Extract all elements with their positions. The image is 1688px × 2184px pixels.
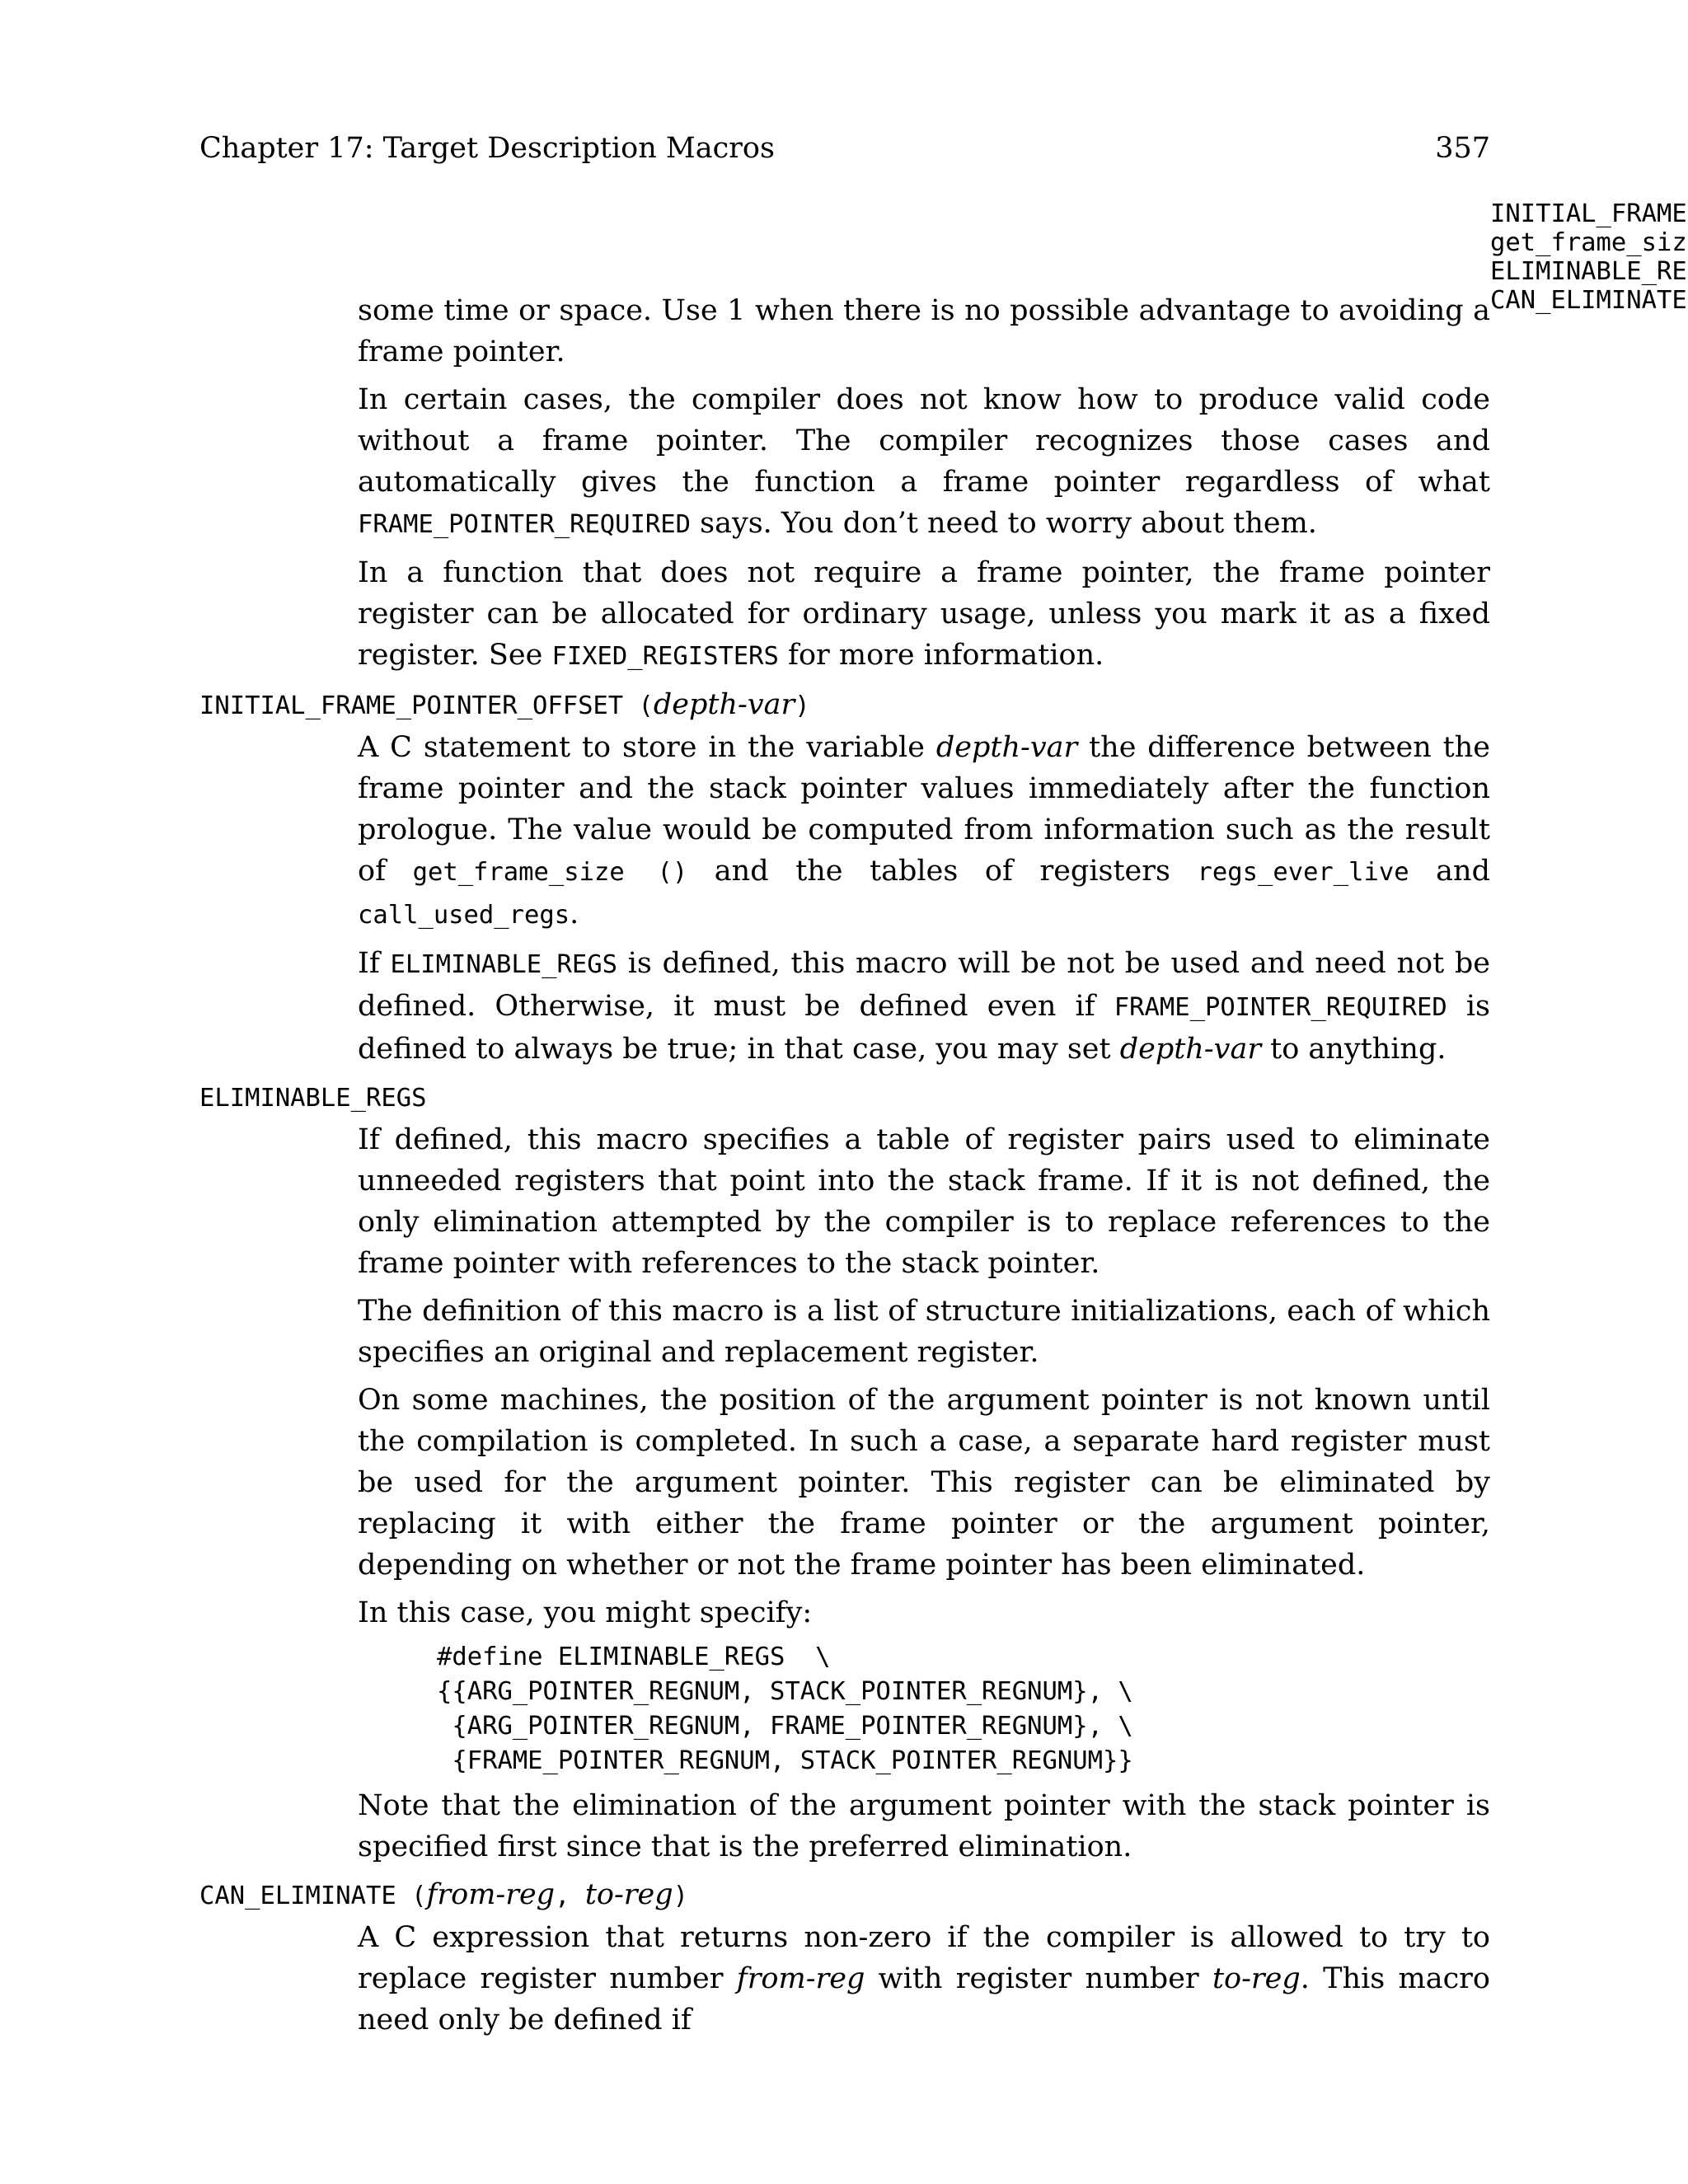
page-number: 357 xyxy=(1435,132,1490,165)
macro-arg: depth-var xyxy=(653,688,795,721)
macro-description xyxy=(199,727,1490,1070)
code-inline: FRAME_POINTER_REQUIRED xyxy=(1114,993,1447,1022)
code-inline: call_used_regs xyxy=(358,901,570,930)
paragraph: In certain cases, the compiler does not know how to produce valid code without a frame pointer. The compiler recognizes those cases and automatically gives the function a frame pointer regardless of what FRAME_POINTER_REQUIRED says. You don’t need to worry about them. xyxy=(358,383,1490,540)
chapter-title: Chapter 17: Target Description Macros xyxy=(199,132,775,165)
margin-note: get_frame_siz xyxy=(1490,228,1687,257)
page-content xyxy=(199,290,1490,2047)
macro-arg: from-reg xyxy=(426,1878,556,1911)
paragraph: If ELIMINABLE_REGS is defined, this macro will be not be used and need not be defined. Otherwise, it must be defined even if FRAME_POINTER_REQUIRED is defined to always be true; in that case, you may set depth-var to anything. xyxy=(358,947,1491,1066)
margin-note: ELIMINABLE_RE xyxy=(1490,257,1687,286)
margin-note: CAN_ELIMINATE xyxy=(1490,286,1687,315)
macro-name: INITIAL_FRAME_POINTER_OFFSET xyxy=(199,691,624,720)
code-block: #define ELIMINABLE_REGS \ {{ARG_POINTER_REGNUM, STACK_POINTER_REGNUM}, \ {ARG_POINTER_REGNUM, FRAME_POINTER_REGNUM}, \ {FRAME_POINTER_REGNUM, STACK_POINTER_REGNUM}} xyxy=(437,1643,1133,1775)
macro-term-can-eliminate: CAN_ELIMINATE (from-reg, to-reg) xyxy=(199,1878,688,1911)
code-inline: ELIMINABLE_REGS xyxy=(390,950,617,979)
macro-term-eliminable-regs xyxy=(199,1076,1490,1119)
code-inline: get_frame_size () xyxy=(412,858,688,887)
paragraph: On some machines, the position of the argument pointer is not known until the compilation is completed. In such a case, a separate hard register must be used for the argument pointer. This register can be eliminated by replacing it with either the frame pointer or the argument pointer, depending on whether or not the frame pointer has been eliminated. xyxy=(358,1384,1490,1582)
continued-section xyxy=(199,290,1490,677)
code-inline: regs_ever_live xyxy=(1197,858,1409,887)
macro-description xyxy=(199,1917,1490,2041)
margin-index xyxy=(1490,199,1688,315)
code-inline: FIXED_REGISTERS xyxy=(551,642,779,671)
margin-note: INITIAL_FRAME xyxy=(1490,199,1687,228)
macro-term-initial-frame-pointer-offset: INITIAL_FRAME_POINTER_OFFSET (depth-var) xyxy=(199,688,810,721)
paragraph: In a function that does not require a frame pointer, the frame pointer register can be allocated for ordinary usage, unless you mark it as a fixed register. See FIXED_REGISTERS for more information. xyxy=(358,556,1490,672)
code-inline: FRAME_POINTER_REQUIRED xyxy=(358,510,691,539)
macro-description xyxy=(199,1119,1490,1868)
paragraph: If defined, this macro specifies a table of register pairs used to eliminate unneeded registers that point into the stack frame. If it is not defined, the only elimination attempted by the compiler is to replace references to the frame pointer with references to the stack pointer. xyxy=(358,1123,1490,1280)
paragraph: In this case, you might specify: xyxy=(358,1596,813,1629)
macro-arg: to-reg xyxy=(584,1878,673,1911)
paragraph: Note that the elimination of the argument pointer with the stack pointer is specified first since that is the preferred elimination. xyxy=(358,1789,1490,1863)
paragraph: The definition of this macro is a list of structure initializations, each of which specifies an original and replacement register. xyxy=(358,1295,1490,1369)
page-header xyxy=(199,132,1490,165)
paragraph: A C statement to store in the variable depth-var the difference between the frame pointer and the stack pointer values immediately after the function prologue. The value would be computed from information such as the result of get_frame_size () and the tables of registers regs_ever_live and call_used_regs. xyxy=(358,731,1491,930)
paragraph: some time or space. Use 1 when there is no possible advantage to avoiding a frame pointer. xyxy=(358,294,1490,368)
macro-name: ELIMINABLE_REGS xyxy=(199,1084,427,1113)
paragraph: A C expression that returns non-zero if the compiler is allowed to try to replace register number from-reg with register number to-reg. This macro need only be defined if xyxy=(358,1921,1490,2036)
macro-name: CAN_ELIMINATE xyxy=(199,1882,396,1910)
